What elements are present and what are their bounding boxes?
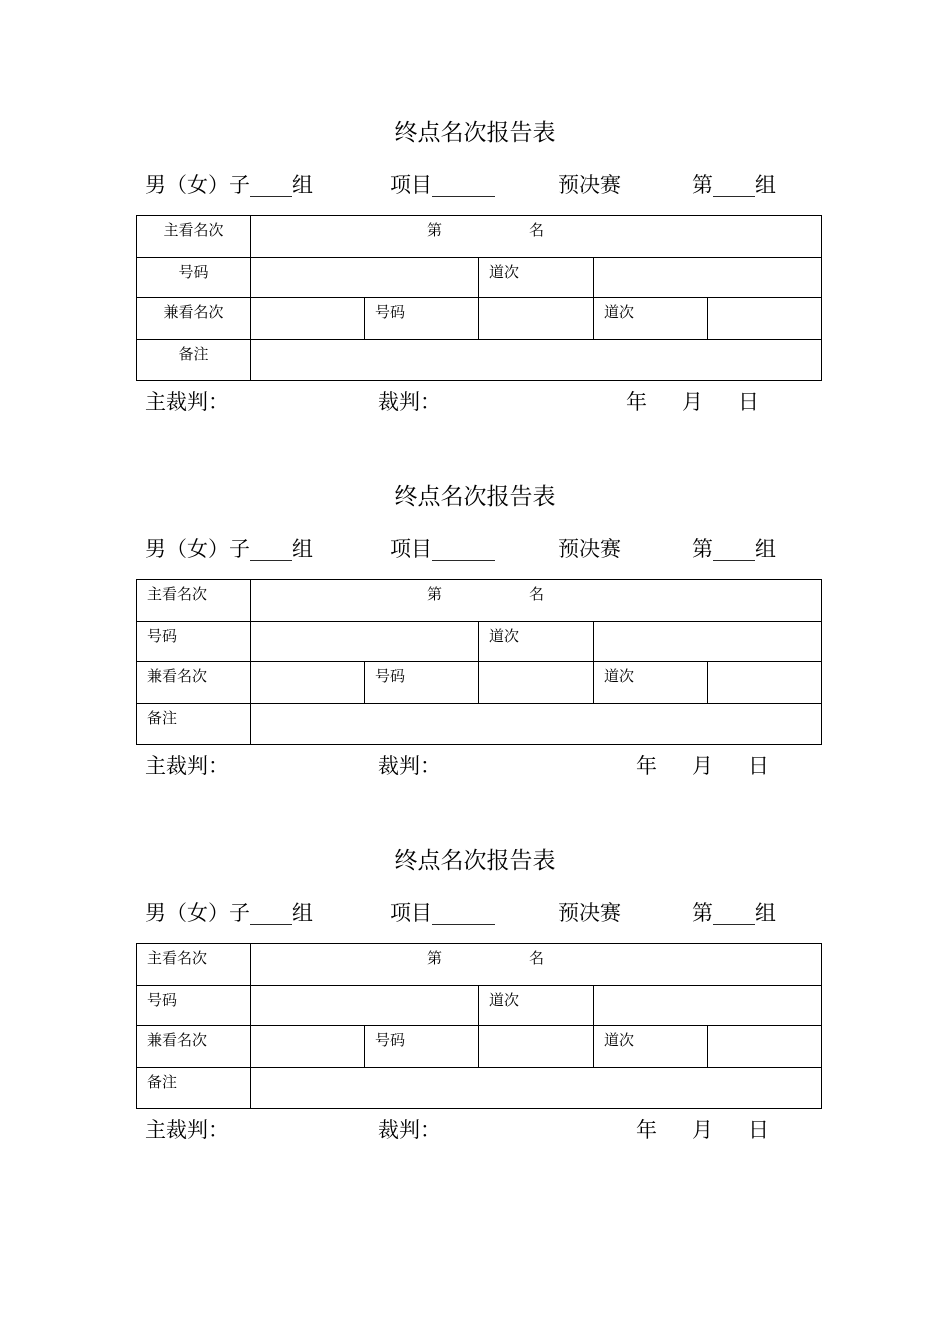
remarks-label: 备注 <box>137 340 251 381</box>
day-label: 日 <box>738 390 759 414</box>
remarks-cell[interactable] <box>251 704 822 745</box>
lane-cell[interactable] <box>594 258 822 298</box>
secondary-number-cell[interactable] <box>479 662 594 704</box>
lane-label: 道次 <box>479 622 594 662</box>
remarks-cell[interactable] <box>251 1068 822 1109</box>
judge-label: 裁判： <box>378 390 441 414</box>
lane-cell[interactable] <box>594 622 822 662</box>
secondary-rank-cell[interactable] <box>251 1026 365 1068</box>
secondary-number-label: 号码 <box>365 662 479 704</box>
heat-field: 第____组 <box>692 173 776 197</box>
secondary-number-cell[interactable] <box>479 1026 594 1068</box>
primary-rank-cell[interactable] <box>251 216 822 258</box>
result-table <box>136 943 822 1109</box>
secondary-lane-cell[interactable] <box>708 298 822 340</box>
judge-label: 裁判： <box>378 1118 441 1142</box>
form-title: 终点名次报告表 <box>394 484 556 510</box>
day-label: 日 <box>748 754 769 778</box>
gender-group-field: 男（女）子____组 <box>145 173 313 197</box>
month-label: 月 <box>682 390 703 414</box>
secondary-rank-label: 兼看名次 <box>137 298 251 340</box>
primary-rank-cell[interactable] <box>251 944 822 986</box>
result-table <box>136 215 822 381</box>
rank-suffix: 名 <box>529 949 545 967</box>
remarks-label: 备注 <box>137 1068 251 1109</box>
result-table <box>136 579 822 745</box>
chief-judge-label: 主裁判： <box>145 754 229 778</box>
chief-judge-label: 主裁判： <box>145 1118 229 1142</box>
round-label: 预决赛 <box>558 173 621 197</box>
primary-rank-label: 主看名次 <box>137 580 251 622</box>
secondary-lane-label: 道次 <box>594 662 708 704</box>
secondary-number-cell[interactable] <box>479 298 594 340</box>
gender-group-field: 男（女）子____组 <box>145 901 313 925</box>
report-form-1 <box>0 118 950 448</box>
secondary-rank-label: 兼看名次 <box>137 1026 251 1068</box>
round-label: 预决赛 <box>558 901 621 925</box>
rank-suffix: 名 <box>529 221 545 239</box>
chief-judge-label: 主裁判： <box>145 390 229 414</box>
rank-suffix: 名 <box>529 585 545 603</box>
day-label: 日 <box>748 1118 769 1142</box>
form-title: 终点名次报告表 <box>394 120 556 146</box>
event-field: 项目______ <box>390 901 495 925</box>
judge-label: 裁判： <box>378 754 441 778</box>
secondary-rank-cell[interactable] <box>251 298 365 340</box>
secondary-number-label: 号码 <box>365 1026 479 1068</box>
bib-number-cell[interactable] <box>251 622 479 662</box>
event-field: 项目______ <box>390 173 495 197</box>
secondary-lane-cell[interactable] <box>708 1026 822 1068</box>
secondary-lane-label: 道次 <box>594 298 708 340</box>
secondary-lane-cell[interactable] <box>708 662 822 704</box>
secondary-number-label: 号码 <box>365 298 479 340</box>
month-label: 月 <box>692 754 713 778</box>
year-label: 年 <box>626 390 647 414</box>
gender-group-field: 男（女）子____组 <box>145 537 313 561</box>
remarks-label: 备注 <box>137 704 251 745</box>
bib-number-label: 号码 <box>137 622 251 662</box>
secondary-rank-cell[interactable] <box>251 662 365 704</box>
report-form-2 <box>0 482 950 812</box>
year-label: 年 <box>636 1118 657 1142</box>
report-form-3 <box>0 846 950 1176</box>
rank-prefix: 第 <box>427 221 443 239</box>
rank-prefix: 第 <box>427 949 443 967</box>
lane-cell[interactable] <box>594 986 822 1026</box>
primary-rank-label: 主看名次 <box>137 216 251 258</box>
year-label: 年 <box>636 754 657 778</box>
form-title: 终点名次报告表 <box>394 848 556 874</box>
rank-prefix: 第 <box>427 585 443 603</box>
primary-rank-cell[interactable] <box>251 580 822 622</box>
remarks-cell[interactable] <box>251 340 822 381</box>
bib-number-cell[interactable] <box>251 258 479 298</box>
heat-field: 第____组 <box>692 537 776 561</box>
bib-number-label: 号码 <box>137 986 251 1026</box>
round-label: 预决赛 <box>558 537 621 561</box>
month-label: 月 <box>692 1118 713 1142</box>
primary-rank-label: 主看名次 <box>137 944 251 986</box>
bib-number-cell[interactable] <box>251 986 479 1026</box>
lane-label: 道次 <box>479 986 594 1026</box>
lane-label: 道次 <box>479 258 594 298</box>
heat-field: 第____组 <box>692 901 776 925</box>
bib-number-label: 号码 <box>137 258 251 298</box>
event-field: 项目______ <box>390 537 495 561</box>
secondary-lane-label: 道次 <box>594 1026 708 1068</box>
secondary-rank-label: 兼看名次 <box>137 662 251 704</box>
